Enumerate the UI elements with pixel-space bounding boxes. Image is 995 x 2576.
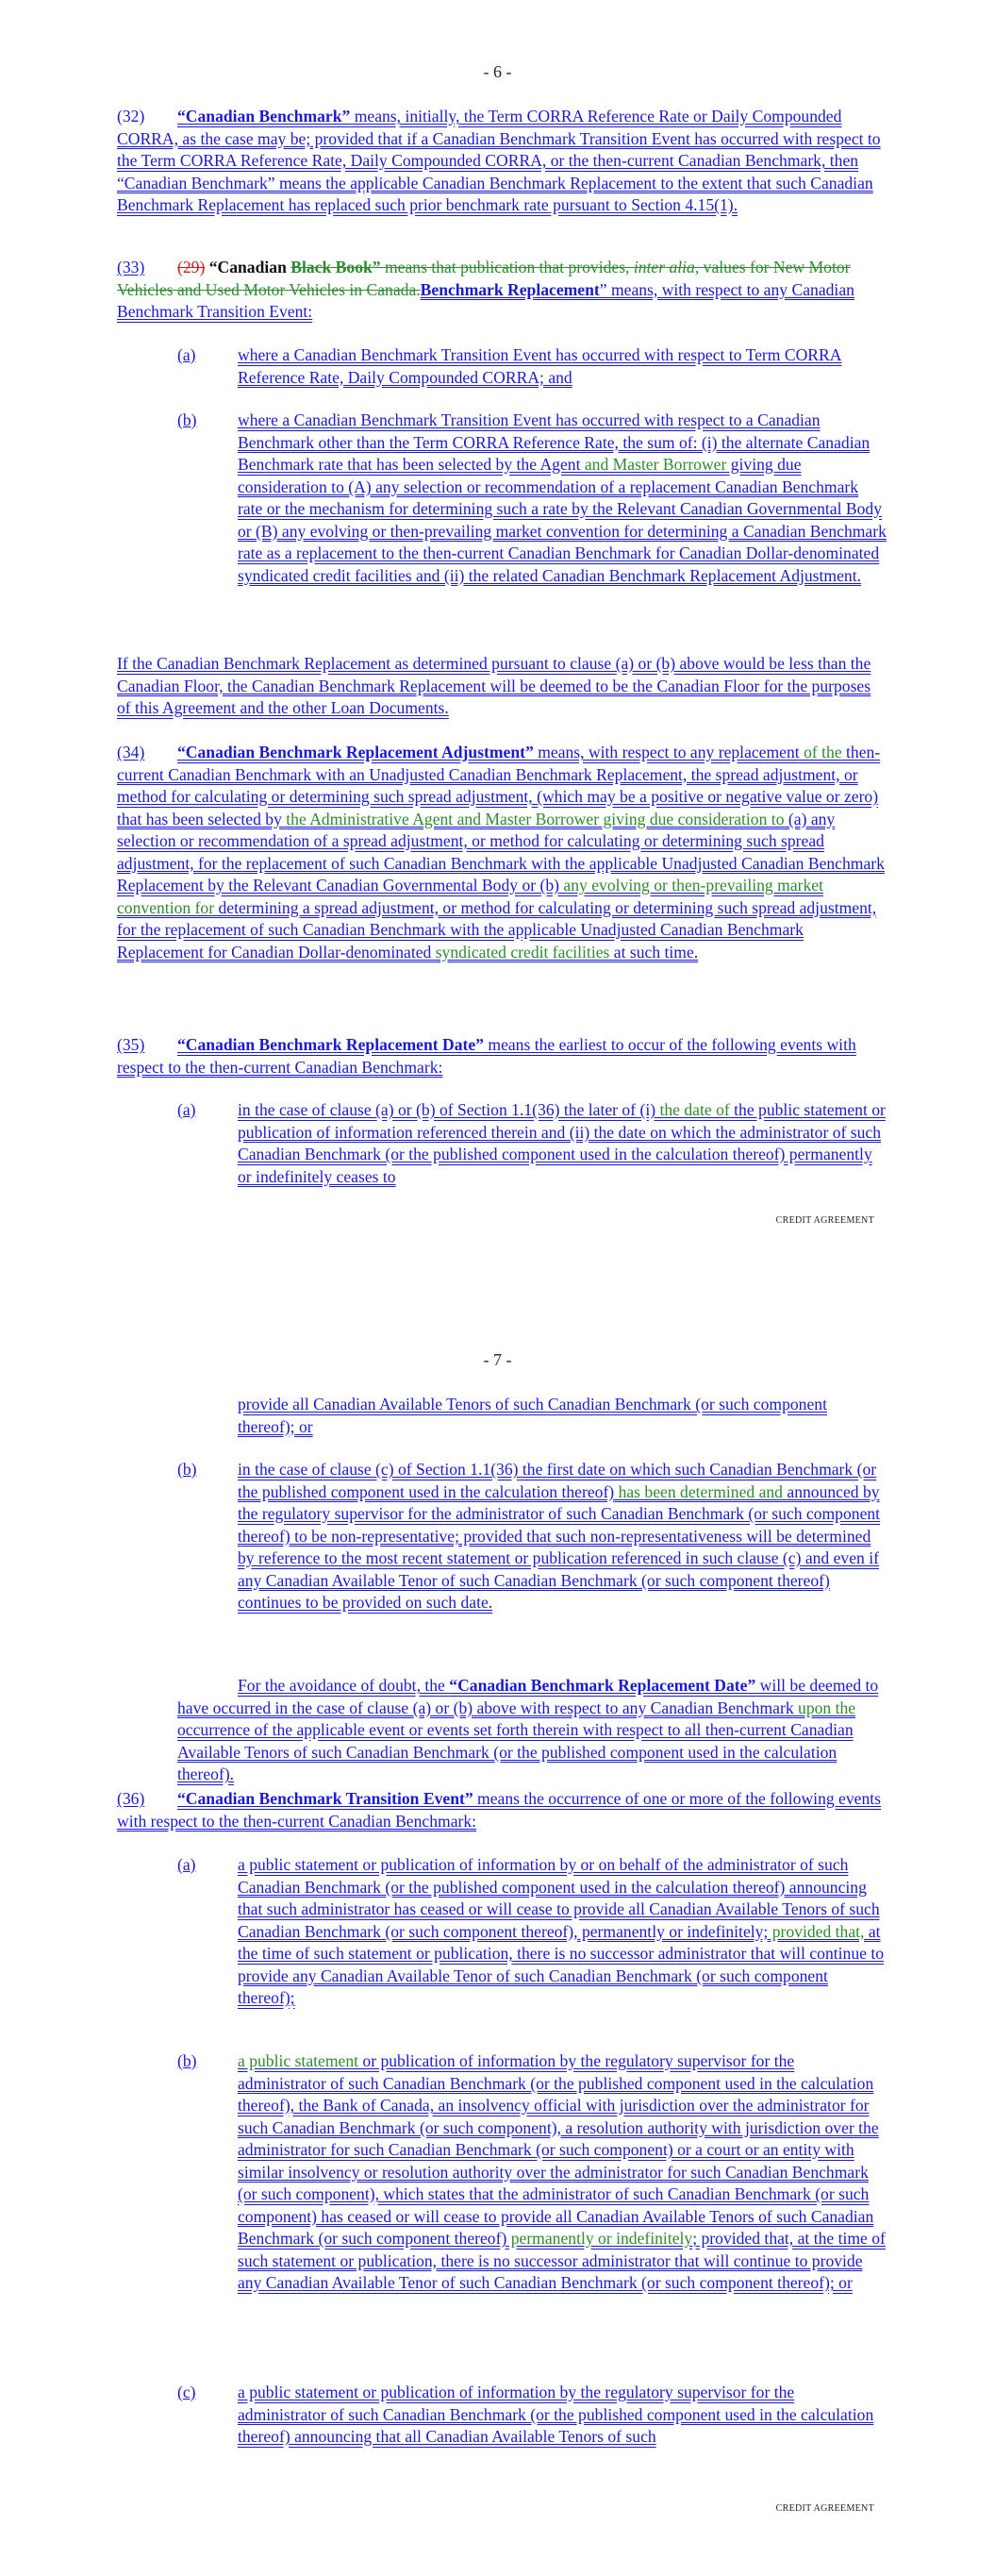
clause-text: giving due consideration to (A) any selection or recommendation of a replacement Canadian Benchmark rate or the mechanism for determining such a rate by the Relevant Canadian Governmental Body or (B) any evolving or then-prevailing market convention for determining a Canadian Benchmark rate as a replacement to the then-current Canadian Benchmark for Canadian Dollar-denominated syndicated credit facilities and (ii) the related Canadian Benchmark Replacement Adjustment.: [238, 455, 887, 585]
definition-text: then-current Canadian Benchmark with an Unadjusted Canadian Benchmark Replacement, the spread adjustment, or method for calculating or determining such spread adjustment, (which may be a positive or negative value or zero) that has been selected by: [117, 743, 881, 828]
definition-34: [117, 742, 887, 963]
section-number: (34): [117, 743, 145, 761]
section-number: (35): [117, 1035, 145, 1054]
definition-text: means the earliest to occur of the following events with respect to the then-current Canadian Benchmark:: [117, 1035, 856, 1077]
inserted-text: provided that,: [768, 1921, 865, 1941]
canadian-floor-paragraph: If the Canadian Benchmark Replacement as determined pursuant to clause (a) or (b) above would be less than the Canadian Floor, the Canadian Benchmark Replacement will be deemed to be the Canadian Floor for the purposes of this Agreement and the other Loan Documents.: [117, 654, 871, 717]
inserted-text: any evolving or then-prevailing market convention for: [117, 876, 823, 917]
paragraph-text: will be deemed to have occurred in the case of clause (a) or (b) above with respect to any Canadian Benchmark: [177, 1676, 879, 1717]
definition-36: [117, 1788, 887, 1832]
inserted-text: of the: [799, 743, 842, 761]
page-7: [0, 1288, 995, 2576]
page-number: - 7 -: [483, 1350, 512, 1369]
inserted-term: Benchmark Replacement: [420, 279, 600, 299]
clause-label: (b): [177, 2051, 197, 2070]
inserted-text: syndicated credit facilities: [431, 942, 610, 962]
defined-term: “Canadian Benchmark”: [177, 107, 351, 125]
quote-mark: “: [208, 258, 218, 276]
definition-text: means, with respect to any replacement: [533, 743, 800, 761]
page-footer: CREDIT AGREEMENT: [775, 2503, 874, 2514]
inserted-text: the Administrative Agent and Master Borrower giving due consideration to: [286, 809, 785, 828]
clause-36c: [177, 2382, 887, 2450]
clause-label: (a): [177, 1855, 196, 1874]
definition-text: at such time.: [609, 942, 699, 962]
clause-text: where a Canadian Benchmark Transition Event has occurred with respect to Term CORRA Reference Rate, Daily Compounded CORRA; and: [238, 345, 842, 387]
clause-36b: [177, 2050, 887, 2364]
defined-term: “Canadian Benchmark Transition Event”: [177, 1789, 473, 1808]
paragraph-text: occurrence of the applicable event or events set forth therein with respect to all then-current Canadian Available Tenors of such Canadian Benchmark (or the published component used in the calculation thereof).: [177, 1720, 854, 1783]
definition-32: [117, 106, 887, 217]
deleted-italic: inter alia,: [633, 258, 700, 276]
clause-36a: [177, 1854, 887, 2035]
clause-text: a public statement or publication of information by or on behalf of the administrator of such Canadian Benchmark (or the published component used in the calculation thereof) announcing that such administrator has ceased or will cease to provide all Canadian Available Tenors of such Canadian Benchmark (or such component thereof), permanently or indefinitely;: [238, 1855, 880, 1941]
inserted-text: upon the: [793, 1698, 856, 1717]
definition-text: (a) any selection or recommendation of a spread adjustment, or method for calculating or determining such spread adjustment, for the replacement of such Canadian Benchmark with the applicable Unadjusted Canadian Benchmark Replacement by the Relevant Canadian Governmental Body or (b): [117, 809, 885, 895]
clause-33b: [177, 410, 887, 636]
clause-text: announced by the regulatory supervisor for the administrator of such Canadian Benchmark (or such component thereof) to be non-representative; provided that such non-representativeness will be determined by reference to the most recent statement or publication referenced in such clause (c) and even if any Canadian Available Tenor of such Canadian Benchmark (or such component thereof) continues to be provided on such date.: [238, 1481, 881, 1612]
defined-term: “Canadian Benchmark Replacement Date”: [449, 1676, 756, 1695]
page-footer: CREDIT AGREEMENT: [775, 1215, 874, 1226]
clause-35a: [177, 1099, 887, 1190]
section-number: (33): [117, 258, 145, 276]
clause-text: a public statement or publication of information by the regulatory supervisor for the administrator of such Canadian Benchmark (or the published component used in the calculation thereof) announcing that all Canadian Available Tenors of such: [238, 2383, 874, 2446]
deleted-term: Black Book”: [290, 258, 381, 276]
clause-label: (b): [177, 410, 197, 429]
definition-text: determining a spread adjustment, or method for calculating or determining such spread adjustment, for the replacement of such Canadian Benchmark with the applicable Unadjusted Canadian Benchmark Replacement for Canadian Dollar-denominated: [117, 897, 877, 962]
definition-text: means, initially, the Term CORRA Reference Rate or Daily Compounded CORRA, as the case may be; provided that if a Canadian Benchmark Transition Event has occurred with respect to the Term CORRA Reference Rate, Daily Compounded CORRA, or the then-current Canadian Benchmark, then “Canadian Benchmark” means the applicable Canadian Benchmark Replacement to the extent that such Canadian Benchmark Replacement has replaced such prior benchmark rate pursuant to Section 4.15(1).: [117, 107, 881, 214]
clause-35a-continued: provide all Canadian Available Tenors of such Canadian Benchmark (or such component thereof); or: [238, 1395, 827, 1436]
clause-text: in the case of clause (c) of Section 1.1(36) the first date on which such Canadian Benchmark (or the published component used in the calculation thereof): [238, 1460, 877, 1501]
clause-label: (a): [177, 345, 196, 364]
clause-35b: [177, 1459, 887, 1663]
deleted-text: means that publication that provides,: [380, 258, 634, 276]
clause-text: at the time of such statement or publication, there is no successor administrator that will continue to provide any Canadian Available Tenor of such Canadian Benchmark (or such component thereof);: [238, 1921, 885, 2007]
clause-text: the public statement or publication of information referenced therein and (ii) the date on which the administrator of such Canadian Benchmark (or the published component used in the calculation thereof) permanently or indefinitely ceases to: [238, 1100, 886, 1186]
defined-term: “Canadian Benchmark Replacement Adjustment”: [177, 743, 534, 761]
paragraph-text: For the avoidance of doubt, the: [238, 1676, 450, 1695]
inserted-text: a public statement: [238, 2051, 359, 2070]
definition-text: ” means, with respect to any Canadian Benchmark Transition Event:: [117, 279, 854, 321]
section-number: (32): [117, 107, 145, 125]
definition-35: [117, 1034, 887, 1079]
clause-label: (a): [177, 1100, 196, 1119]
defined-term: “Canadian Benchmark Replacement Date”: [177, 1035, 484, 1054]
page-number: - 6 -: [483, 62, 512, 81]
inserted-text: the date of: [655, 1100, 730, 1119]
clause-text: ; provided that, at the time of such statement or publication, there is no successor administrator that will continue to provide any Canadian Available Tenor of such Canadian Benchmark (or such component thereof); or: [238, 2229, 886, 2292]
deleted-text: values for New Motor Vehicles and Used Motor Vehicles in Canada.: [117, 258, 851, 299]
clause-label: (c): [177, 2383, 196, 2401]
inserted-text: and Master Borrower: [580, 455, 727, 474]
avoidance-paragraph: [177, 1675, 887, 1786]
clause-text: in the case of clause (a) or (b) of Section 1.1(36) the later of (i): [238, 1100, 656, 1119]
definition-text: means the occurrence of one or more of the following events with respect to the then-current Canadian Benchmark:: [117, 1789, 882, 1831]
section-number: (36): [117, 1789, 145, 1808]
deleted-number: (29): [177, 258, 206, 276]
defined-term-word: Canadian: [217, 258, 287, 276]
clause-text: or publication of information by the regulatory supervisor for the administrator of such Canadian Benchmark (or the published component used in the calculation thereof), the Bank of Canada, an insolvency official with jurisdiction over the administrator for such Canadian Benchmark (or such component), a resolution authority with jurisdiction over the administrator for such Canadian Benchmark (or such component) or a court or an entity with similar insolvency or resolution authority over the administrator for such Canadian Benchmark (or such component), which states that the administrator of such Canadian Benchmark (or such component) has ceased or will cease to provide all Canadian Available Tenors of such Canadian Benchmark (or such component thereof): [238, 2051, 879, 2248]
definition-33: [117, 257, 887, 324]
clause-text: where a Canadian Benchmark Transition Event has occurred with respect to a Canadian Benchmark other than the Term CORRA Reference Rate, the sum of: (i) the alternate Canadian Benchmark rate that has been selected by the Agent: [238, 410, 871, 474]
inserted-text: has been determined and: [614, 1481, 783, 1501]
clause-label: (b): [177, 1460, 197, 1479]
inserted-text: permanently or indefinitely: [506, 2229, 693, 2248]
clause-33a: [177, 344, 887, 390]
